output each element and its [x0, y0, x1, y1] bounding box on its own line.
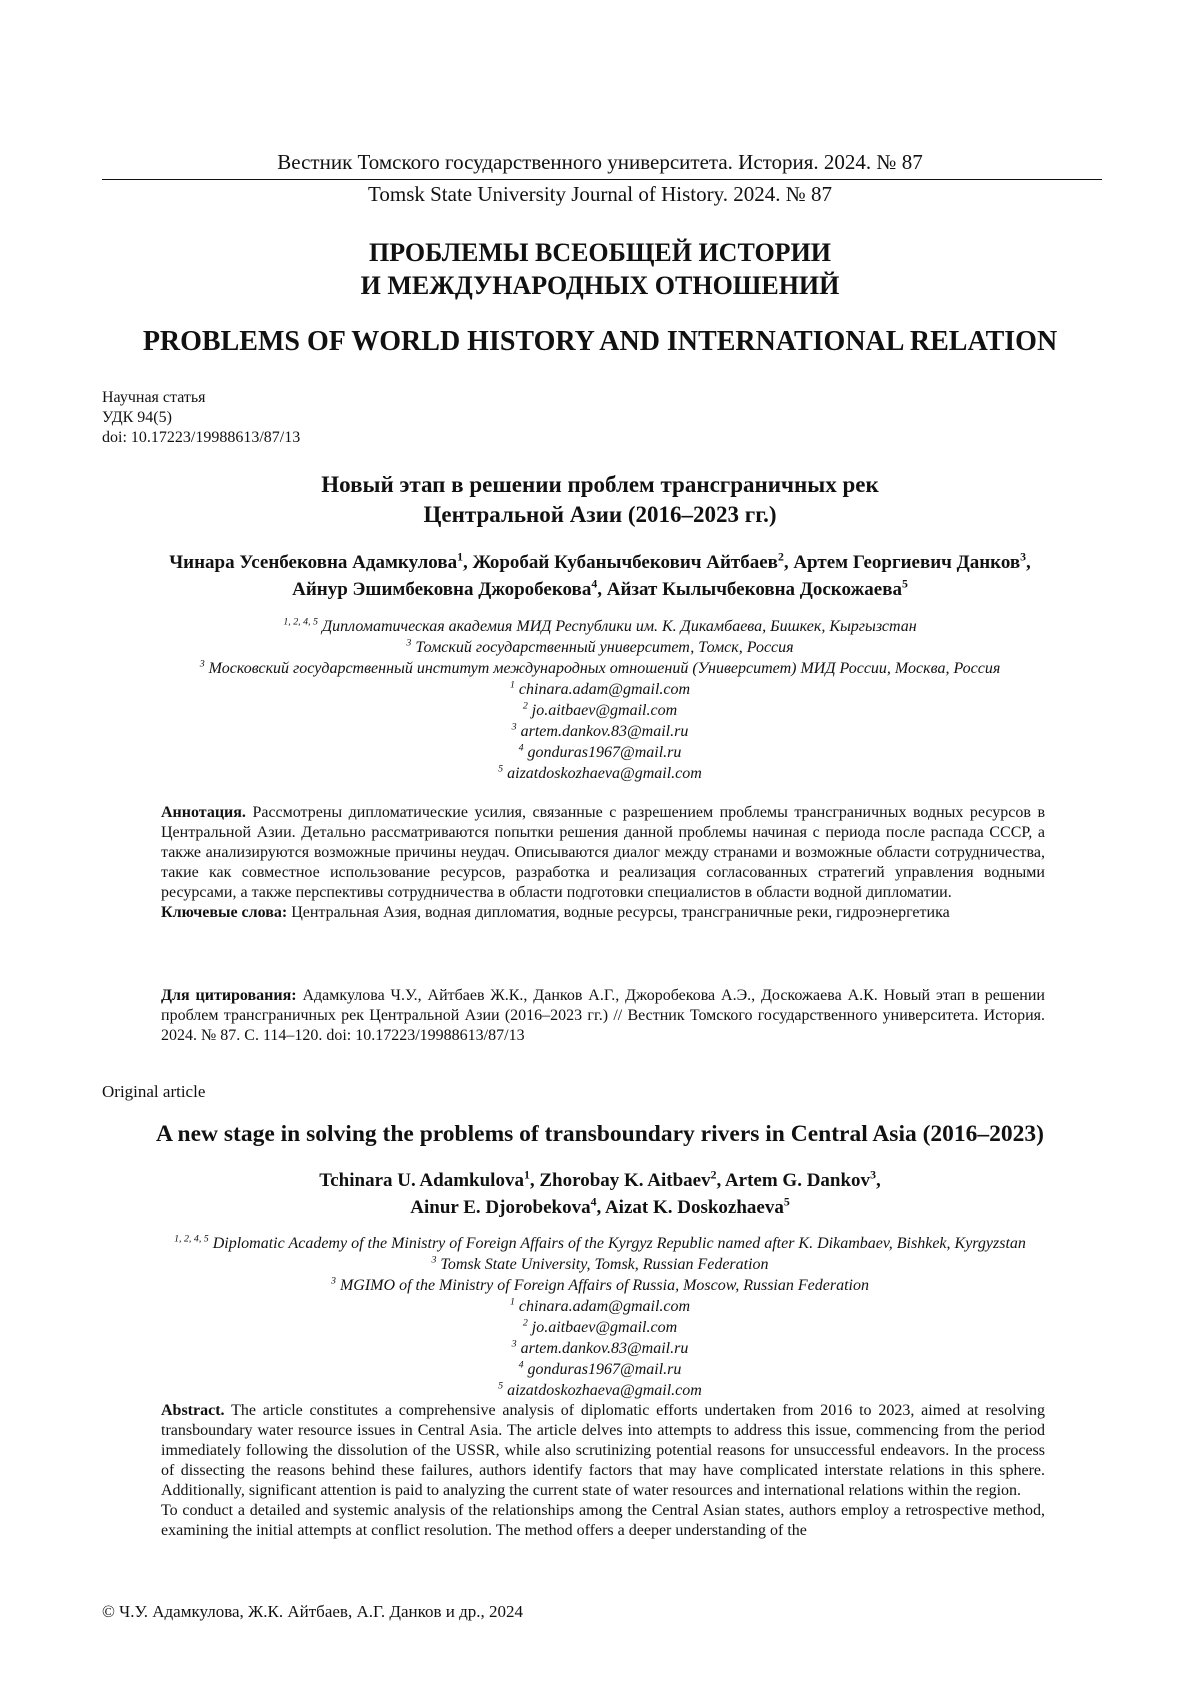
- author-sup: 3: [1020, 550, 1027, 564]
- section-heading-ru-line1: ПРОБЛЕМЫ ВСЕОБЩЕЙ ИСТОРИИ: [368, 238, 832, 267]
- email-line: $^2$ jo.aitbaev@gmail.com: [522, 1317, 678, 1336]
- email-link[interactable]: aizatdoskozhaeva@gmail.com: [507, 1382, 702, 1399]
- affiliation-line: $^{1, 2, 4, 5}$ Дипломатическая академия МИД Республики им. К. Дикамбаева, Бишкек, Кыргызстан: [283, 616, 917, 635]
- abstract-ru-label: Аннотация.: [161, 804, 246, 821]
- article-title-ru-line2: Центральной Азии (2016–2023 гг.): [423, 502, 777, 527]
- email-link[interactable]: chinara.adam@gmail.com: [518, 681, 691, 698]
- journal-header-ru: Вестник Томского государственного университета. История. 2024. № 87: [277, 150, 923, 174]
- author-name: Артем Георгиевич Данков: [793, 552, 1021, 573]
- journal-header-en: Tomsk State University Journal of History. 2024. № 87: [368, 182, 832, 206]
- abstract-en-label: Abstract.: [161, 1402, 225, 1419]
- abstract-ru-paragraph: [161, 803, 1045, 903]
- author-name: Чинара Усенбековна Адамкулова: [169, 552, 458, 573]
- citation-ru-label: Для цитирования:: [161, 987, 297, 1004]
- article-title-ru-line1: Новый этап в решении проблем трансграничных рек: [321, 472, 879, 497]
- email-line: $^5$ aizatdoskozhaeva@gmail.com: [498, 1380, 702, 1399]
- email-link[interactable]: artem.dankov.83@mail.ru: [520, 1340, 689, 1357]
- author-name: Айнур Эшимбековна Джоробекова: [292, 579, 592, 600]
- author-sup: 2: [710, 1168, 717, 1182]
- author-sup: 4: [591, 577, 598, 591]
- abstract-en-paragraph1: [161, 1401, 1045, 1501]
- author-name: Zhorobay K. Aitbaev: [539, 1170, 711, 1191]
- email-link[interactable]: chinara.adam@gmail.com: [518, 1298, 691, 1315]
- original-article-label: Original article: [102, 1082, 206, 1101]
- header-rule: [102, 179, 1102, 180]
- email-link[interactable]: artem.dankov.83@mail.ru: [520, 723, 689, 740]
- copyright-notice: © Ч.У. Адамкулова, Ж.К. Айтбаев, А.Г. Данков и др., 2024: [102, 1602, 524, 1621]
- affiliation-line: $^3$ MGIMO of the Ministry of Foreign Affairs of Russia, Moscow, Russian Federation: [331, 1275, 869, 1294]
- doi: doi: 10.17223/19988613/87/13: [102, 429, 301, 446]
- keywords-ru-text: Центральная Азия, водная дипломатия, водные ресурсы, трансграничные реки, гидроэнергетика: [291, 904, 950, 921]
- affiliation-line: $^3$ Московский государственный институт международных отношений (Университет) МИД России, Москва, Россия: [199, 658, 1001, 677]
- affiliation-line: $^3$ Tomsk State University, Tomsk, Russian Federation: [431, 1254, 769, 1273]
- section-heading-en: PROBLEMS OF WORLD HISTORY AND INTERNATIONAL RELATION: [142, 326, 1058, 357]
- author-name: Tchinara U. Adamkulova: [319, 1170, 524, 1191]
- author-sup: 4: [590, 1195, 597, 1209]
- author-name: Artem G. Dankov: [724, 1170, 871, 1191]
- email-line: $^5$ aizatdoskozhaeva@gmail.com: [498, 763, 702, 782]
- email-line: $^3$ artem.dankov.83@mail.ru: [511, 1338, 689, 1357]
- article-type-ru: Научная статья: [102, 389, 206, 406]
- article-meta: [102, 388, 300, 448]
- authors-ru-line2: Айнур Эшимбековна Джоробекова$^4$, Айзат Кылычбековна Доскожаева$^5$: [292, 577, 908, 600]
- section-heading-ru: [0, 236, 1200, 302]
- abstract-en-text: The article constitutes a comprehensive analysis of diplomatic efforts undertaken from 2016 to 2023, aimed at resolving transboundary water resource issues in Central Asia. The article delves into attempts to address this issue, commencing from the period immediately following the dissolution of the USSR, while also scrutinizing potential reasons for unsuccessful endeavors. In the process of dissecting the reasons behind these failures, authors identify factors that may have complicated interstate relations in this sphere. Additionally, significant attention is paid to analyzing the current state of water resources and international relations within the region.: [161, 1402, 1045, 1499]
- email-link[interactable]: jo.aitbaev@gmail.com: [531, 702, 678, 719]
- email-line: $^4$ gonduras1967@mail.ru: [518, 742, 682, 761]
- author-name: Aizat K. Doskozhaeva: [604, 1197, 784, 1218]
- abstract-en: [161, 1401, 1045, 1541]
- abstract-en-paragraph2: To conduct a detailed and systemic analysis of the relationships among the Central Asian states, authors employ a retrospective method, examining the initial attempts at conflict resolution. The method offers a deeper understanding of the: [161, 1502, 1045, 1539]
- authors-en-line1: Tchinara U. Adamkulova$^1$, Zhorobay K. Aitbaev$^2$, Artem G. Dankov$^3$,: [319, 1168, 881, 1191]
- email-line: $^1$ chinara.adam@gmail.com: [509, 1296, 691, 1315]
- email-line: $^4$ gonduras1967@mail.ru: [518, 1359, 682, 1378]
- author-sup: 5: [902, 577, 908, 591]
- affiliation-line: $^3$ Томский государственный университет, Томск, Россия: [406, 637, 794, 656]
- email-line: $^1$ chinara.adam@gmail.com: [509, 679, 691, 698]
- author-name: Айзат Кылычбековна Доскожаева: [606, 579, 902, 600]
- citation-ru-text: Адамкулова Ч.У., Айтбаев Ж.К., Данков А.Г., Джоробекова А.Э., Доскожаева А.К. Новый этап в решении проблем трансграничных рек Центральной Азии (2016–2023 гг.) // Вестник Томского государственного университета. История. 2024. № 87. С. 114–120. doi: 10.17223/19988613/87/13: [161, 987, 1045, 1044]
- email-line: $^2$ jo.aitbaev@gmail.com: [522, 700, 678, 719]
- udk-code: УДК 94(5): [102, 409, 172, 426]
- affiliations-en: [0, 1233, 1200, 1401]
- author-sup: 5: [783, 1195, 790, 1209]
- authors-en-line2: Ainur E. Djorobekova$^4$, Aizat K. Doskozhaeva$^5$: [410, 1195, 790, 1218]
- abstract-ru: [161, 803, 1045, 923]
- authors-ru-line1: Чинара Усенбековна Адамкулова$^1$, Жоробай Кубанычбекович Айтбаев$^2$, Артем Георгиевич Данков$^3$,: [169, 550, 1031, 573]
- author-sup: 1: [523, 1168, 530, 1182]
- abstract-ru-text: Рассмотрены дипломатические усилия, связанные с разрешением проблемы трансграничных водных ресурсов в Центральной Азии. Детально рассматриваются попытки решения данной проблемы начиная с периода после распада СССР, а также анализируются возможные причины неудач. Описываются диалог между странами и возможные области сотрудничества, такие как совместное использование ресурсов, разработка и реализация согласованных стратегий управления водными ресурсами, а также перспективы сотрудничества в области подготовки специалистов в области водной дипломатии.: [161, 804, 1045, 901]
- email-link[interactable]: jo.aitbaev@gmail.com: [531, 1319, 678, 1336]
- author-sup: 3: [870, 1168, 876, 1182]
- keywords-ru-label: Ключевые слова:: [161, 904, 288, 921]
- authors-en: [0, 1167, 1200, 1221]
- citation-ru: [161, 986, 1045, 1046]
- section-heading-ru-line2: И МЕЖДУНАРОДНЫХ ОТНОШЕНИЙ: [360, 271, 840, 300]
- email-link[interactable]: gonduras1967@mail.ru: [527, 744, 682, 761]
- author-name: Ainur E. Djorobekova: [410, 1197, 591, 1218]
- author-sup: 2: [777, 550, 784, 564]
- keywords-ru: [161, 903, 1045, 923]
- author-sup: 1: [457, 550, 463, 564]
- article-title-en: A new stage in solving the problems of transboundary rivers in Central Asia (2016–2023): [155, 1121, 1045, 1147]
- email-link[interactable]: aizatdoskozhaeva@gmail.com: [507, 765, 702, 782]
- author-name: Жоробай Кубанычбекович Айтбаев: [472, 552, 778, 573]
- affiliations-ru: [0, 616, 1200, 784]
- email-link[interactable]: gonduras1967@mail.ru: [527, 1361, 682, 1378]
- email-line: $^3$ artem.dankov.83@mail.ru: [511, 721, 689, 740]
- affiliation-line: $^{1, 2, 4, 5}$ Diplomatic Academy of the Ministry of Foreign Affairs of the Kyrgyz Republic named after K. Dikambaev, Bishkek, Kyrgyzstan: [174, 1233, 1026, 1252]
- authors-ru: [0, 549, 1200, 603]
- article-title-ru: [0, 470, 1200, 530]
